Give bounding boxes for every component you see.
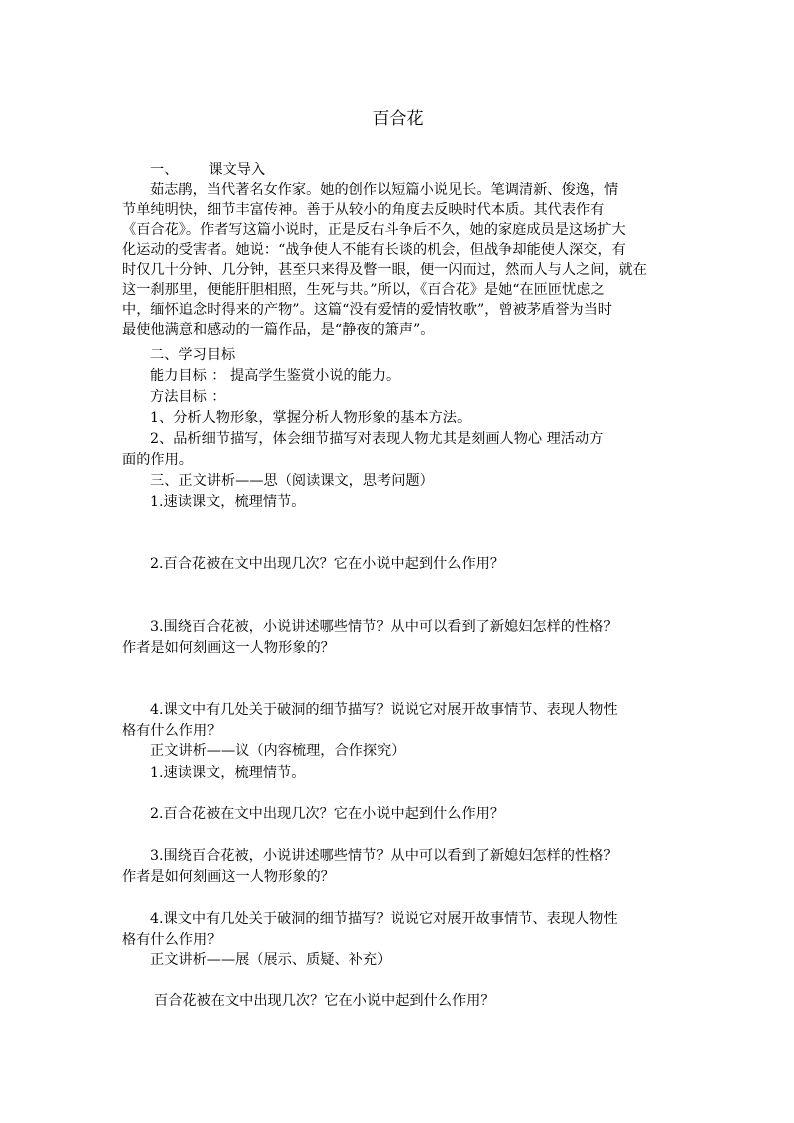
question-3: 3.围绕百合花被，小说讲述哪些情节？从中可以看到了新媳妇怎样的性格？: [150, 848, 618, 864]
question-3: 3.围绕百合花被，小说讲述哪些情节？从中可以看到了新媳妇怎样的性格？: [150, 619, 618, 635]
ability-goal: 能力目标 ： 提高学生鉴赏小说的能力。: [150, 368, 401, 384]
intro-line: 茹志鹃，当代著名女作家。她的创作以短篇小说见长。笔调清新、俊逸，情: [150, 182, 619, 198]
method-item-2: 2、品析细节描写，体会细节描写对表现人物尤其是刻画人物心 理活动方: [150, 431, 604, 447]
question-3-cont: 作者是如何刻画这一人物形象的？: [122, 640, 335, 656]
intro-line: 这一刹那里，便能肝胆相照，生死与共。”所以，《百合花》是她“在匝匝忧虑之: [122, 282, 605, 298]
section-5-heading: 正文讲析——展（展示、质疑、补充）: [150, 952, 392, 968]
method-item-2-cont: 面的作用。: [122, 452, 193, 468]
question-1: 1.速读课文，梳理情节。: [150, 765, 306, 781]
discussion-question: 百合花被在文中出现几次？它在小说中起到什么作用？: [154, 993, 495, 1009]
question-4: 4.课文中有几处关于破洞的细节描写？说说它对展开故事情节、表现人物性: [150, 911, 618, 927]
section-1-heading: [122, 160, 674, 180]
question-3-cont: 作者是如何刻画这一人物形象的？: [122, 869, 335, 885]
intro-line: 化运动的受害者。她说：“战争使人不能有长谈的机会，但战争却能使人深交，有: [122, 242, 626, 258]
section-2-heading: 二、学习目标: [150, 347, 236, 363]
method-goal: 方法目标 ：: [150, 389, 226, 405]
question-4: 4.课文中有几处关于破洞的细节描写？说说它对展开故事情节、表现人物性: [150, 702, 618, 718]
page-title: 百合花: [372, 109, 424, 129]
section-3-heading: 三、正文讲析——思（阅读课文，思考问题）: [150, 473, 434, 489]
section-1-title: 课文导入: [208, 162, 266, 178]
section-1-number: 一、: [150, 162, 179, 178]
intro-line: 《百合花》。作者写这篇小说时，正是反右斗争后不久，她的家庭成员是这场扩大: [122, 222, 626, 238]
section-4-heading: 正文讲析——议（内容梳理，合作探究）: [150, 743, 406, 759]
question-2: 2.百合花被在文中出现几次？它在小说中起到什么作用？: [150, 556, 505, 572]
question-2: 2.百合花被在文中出现几次？它在小说中起到什么作用？: [150, 806, 505, 822]
intro-line: 时仅几十分钟、几分钟，甚至只来得及瞥一眼，便一闪而过，然而人与人之间，就在: [122, 262, 647, 278]
intro-line: 最使他满意和感动的一篇作品，是“静夜的箫声”。: [122, 322, 435, 338]
question-4-cont: 格有什么作用？: [122, 932, 222, 948]
question-4-cont: 格有什么作用？: [122, 723, 222, 739]
question-1: 1.速读课文，梳理情节。: [150, 494, 306, 510]
method-item-1: 1、分析人物形象，掌握分析人物形象的基本方法。: [150, 410, 472, 426]
intro-line: 节单纯明快，细节丰富传神。善于从较小的角度去反映时代本质。其代表作有: [122, 202, 605, 218]
intro-line: 中，缅怀追念时得来的产物”。这篇“没有爱情的爱情牧歌”，曾被茅盾誉为当时: [122, 302, 612, 318]
